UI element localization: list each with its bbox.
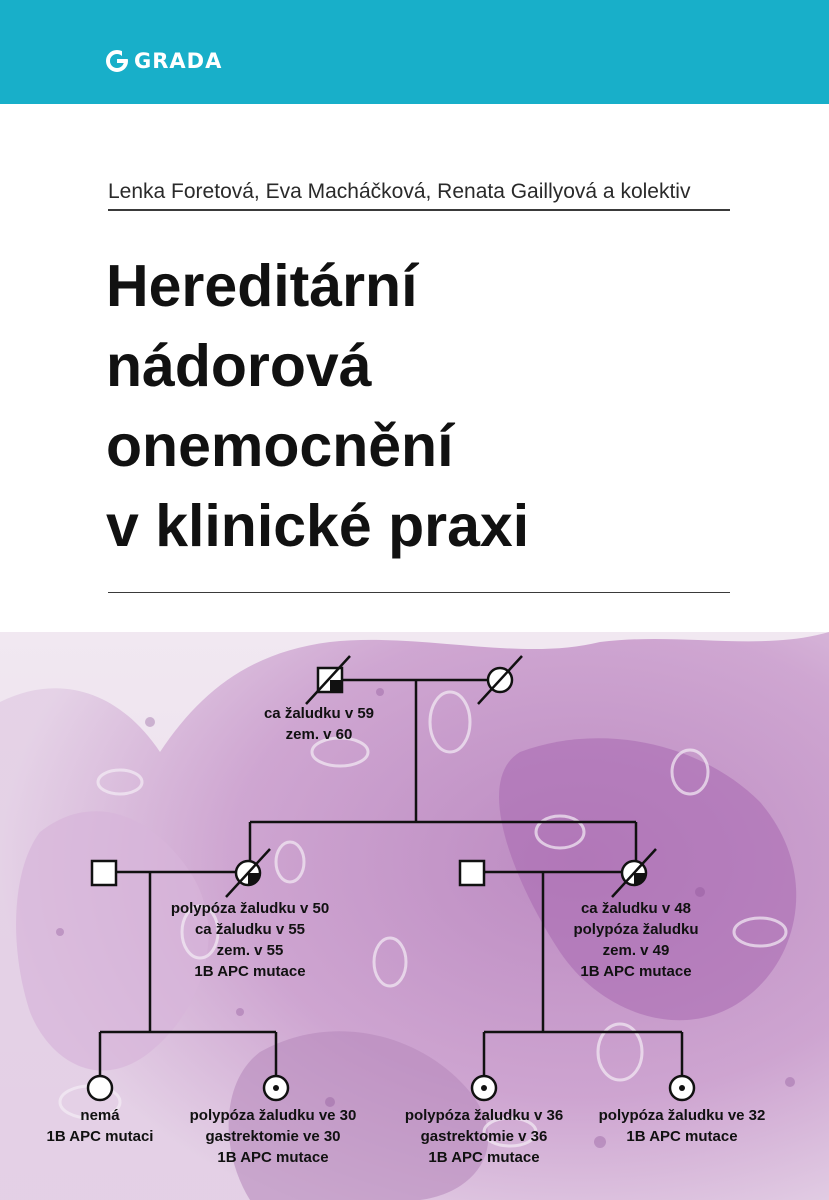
pedigree-label-line: 1B APC mutaci [46,1128,154,1145]
pedigree-child-1-symbol [88,1076,112,1100]
pedigree-label-line: ca žaludku v 48 [580,900,692,917]
pedigree-label-line: ca žaludku v 59 [263,705,375,722]
publisher-name: GRADA [134,49,223,73]
title-line: v klinické praxi [106,493,530,559]
title-line: onemocnění [106,413,454,479]
pedigree-child-2-symbol [264,1076,288,1100]
histology-background-image [0,632,829,1200]
pedigree-label-line: zem. v 60 [285,726,353,743]
pedigree-label-line: polypóza žaludku ve 32 [598,1107,766,1124]
pedigree-label-line: 1B APC mutace [626,1128,738,1145]
pedigree-label-grandfather [244,703,394,745]
publisher-banner [0,0,829,104]
pedigree-label-line: polypóza žaludku v 50 [170,900,330,917]
pedigree-label-line: gastrektomie ve 30 [205,1128,341,1145]
pedigree-label-line: polypóza žaludku ve 30 [189,1107,357,1124]
pedigree-label-line: ca žaludku v 55 [194,921,306,938]
pedigree-label-child-2 [178,1105,368,1168]
pedigree-label-line: 1B APC mutace [428,1149,540,1166]
pedigree-child-3-symbol [472,1076,496,1100]
grada-logo-icon [106,50,128,72]
pedigree-label-child-3 [389,1105,579,1168]
pedigree-label-line: 1B APC mutace [194,963,306,980]
pedigree-father-right-symbol [460,861,484,885]
book-authors: Lenka Foretová, Eva Macháčková, Renata Gaillyová a kolektiv [108,180,691,203]
pedigree-label-child-1 [30,1105,170,1147]
pedigree-father-left-symbol [92,861,116,885]
pedigree-child-4-symbol [670,1076,694,1100]
pedigree-label-child-4 [584,1105,780,1147]
pedigree-label-line: zem. v 55 [216,942,284,959]
title-line: nádorová [106,333,372,399]
pedigree-label-mother-left [160,898,340,982]
pedigree-label-line: 1B APC mutace [580,963,692,980]
divider-top [108,209,730,211]
divider-bottom [108,592,730,593]
pedigree-label-line: nemá [80,1107,120,1124]
pedigree-label-line: polypóza žaludku v 36 [404,1107,564,1124]
book-title [106,246,746,566]
pedigree-label-line: 1B APC mutace [217,1149,329,1166]
pedigree-label-mother-right [556,898,716,982]
publisher-logo [106,46,222,76]
pedigree-label-line: polypóza žaludku [573,921,699,938]
title-line: Hereditární [106,253,418,319]
pedigree-label-line: gastrektomie v 36 [420,1128,548,1145]
pedigree-label-line: zem. v 49 [602,942,670,959]
